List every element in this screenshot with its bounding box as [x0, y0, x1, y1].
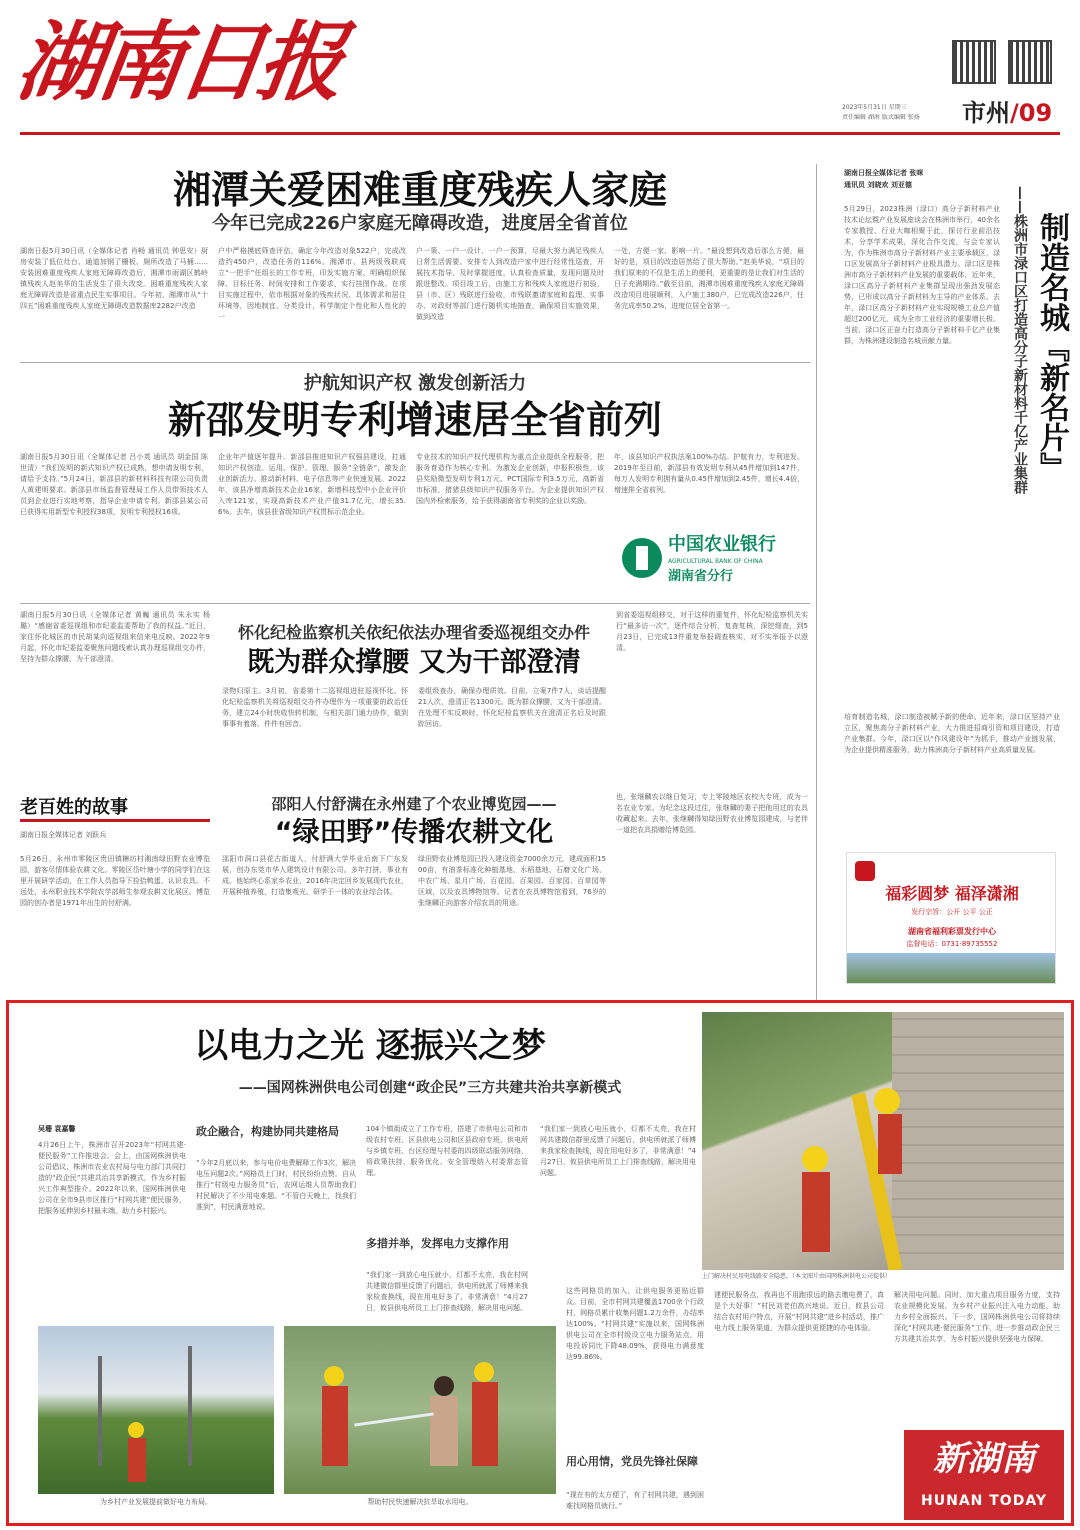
section-label [962, 98, 1072, 128]
lottery-center: 湖南省福利彩票发行中心 [908, 927, 996, 936]
lottery-scenery-image [847, 953, 1055, 983]
story4-kicker: 邵阳人付舒满在永州建了个农业博览园—— [271, 795, 557, 813]
story2-kicker: 护航知识产权 激发创新活力 [303, 373, 527, 394]
page-number: /09 [1010, 99, 1053, 127]
lottery-ad [846, 852, 1056, 984]
story3-col2: 录物归原主。3月初，省委第十二巡视组进驻巡视怀化。怀化纪检监察机关将巡视组交办件办理作为一项重要的政治任务，建立24小时快收快转机制，与相关部门通力协作，做到事事有着落、件件有回音。 [222, 687, 408, 728]
divider [20, 603, 810, 604]
story4-col1: 5月26日，永州市零陵区贵田镇糖坊村湘南绿田野农业博览园，游客尽情体验农耕文化。零陵区岱叶塘小学的同学们在这里开展研学活动，在工作人员指导下捡拾鸭蛋、认识农具。不远处，永州职业技术学院农学部师生参观农耕文化展区。博览园的创办者是1971年出生的付舒满。 [20, 855, 210, 907]
sidebar-title: 制造名城『新名片』 [1034, 212, 1069, 482]
field-photo [38, 1326, 274, 1494]
divider [20, 362, 810, 363]
watermark-text: 新湖南 [933, 1439, 1035, 1479]
story5-col8: “现在有的太方便了，有了村网共建，遇到困难找网格员就行。” [566, 1491, 704, 1510]
story1-col3: 户一策、一户一设计、一户一预算，尽最大努力满足残疾人日常生活需要。安排专人到改造户家中进行经常性巡查，开展技术指导，及时掌握进度，认真检查质量，发现问题及时跟进整改。项目竣工后，由施工方和残疾人家庭进行初验，县（市、区）残联进行验收，市残联邀请家庭和监理、实事办、对政财等部门进行随机实地抽查，确保项目实施效果，做到改造 [416, 247, 604, 321]
caption: 为乡村产业发展提前做好电力布局。 [100, 1498, 212, 1506]
caption: 帮助村民快速解决抗旱取水用电。 [367, 1498, 473, 1506]
story2-title: 新邵发明专利增速居全省前列 [167, 398, 662, 442]
sidebar-text: 5月29日，2023株洲（渌口）高分子新材料产业技术论坛暨产业发展座谈会在株洲市举行，40余名专家教授、行业大咖相聚于此，探讨行业前沿技术，分享学术成果，深化合作交流，与会专家认为，作为株洲市高分子新材料产业主要承载区，渌口区发展高分子新材料产业极具潜力。渌口区是株洲市高分子新材料产业发展的重要载体，近年来，渌口区高分子新材料产业集群呈现出强劲发展态势，已形成以高分子新材料为主导的产业体系。去年，渌口区高分子新材料产业实现规模工业总产值超过200亿元，成为全市工业经济的重要增长极。当前，渌口区正奋力打造高分子新材料千亿产业集群，为株洲建设制造名城贡献力量。 [844, 205, 1000, 345]
story2-col3: 专业技术的知识产权代理机构为重点企业提供全程服务，把服务育造作为核心专利。为激发企业创新，申报积极性，该县奖励微型发明专利1万元、PCT国际专利3.5万元，高新省市标准，猪猪县级知识产权服务平台。为企业提供知识产权国内外检索服务，给予获得湖南省专利奖的企业以奖励。 [416, 453, 604, 505]
story5-col7: 解决用电问题。同时，加大重点项目服务力度，支持农业规模化发展，为乡村产业振兴注入电力动能，助力乡村全面振兴。下一步，国网株洲供电公司将持续深化“村网共建·便民服务”工作，进一步推动政企民三方共建共治共享，为乡村振兴提供坚强电力保障。 [894, 1291, 1060, 1343]
qr-code-icon [952, 40, 996, 84]
story3-title: 既为群众撑腰 又为干部澄清 [247, 647, 581, 678]
date-line: 2023年5月31日 星期三 [842, 104, 907, 111]
story5-col3: 104个镇街成立了工作专班，搭建了市供电公司和市级农村专班、区县供电公司和区县政府专班、供电所与乡镇专班、台区经理与村委的四级联动服务网络，将政策扶持、服务优化、安全管理纳入村委常态管理。 [366, 1125, 528, 1177]
lottery-logo-icon [855, 861, 875, 881]
abc-logo-icon [622, 538, 662, 578]
lottery-motto: 发行宗旨：公开 公平 公正 [911, 908, 993, 916]
abc-name-en: AGRICULTURAL BANK OF CHINA [668, 558, 763, 565]
sidebar-divider [816, 164, 817, 1000]
story1-subtitle: 今年已完成226户家庭无障碍改造，进度居全省首位 [212, 213, 628, 234]
masthead-logo: 湖南日报 [10, 12, 346, 113]
sidebar-text2: 培育制造名城，渌口制造被赋予新的使命。近年来，渌口区坚持产业立区，聚焦高分子新材料产业，大力推进招商引资和项目建设，打造产业集群。今年，渌口区以“作风建设年”为抓手，推动产业链发展，为企业提供精准服务，助力株洲高分子新材料产业高质量发展。 [844, 713, 1060, 754]
story2-col1: 湖南日报5月30日讯（全媒体记者 吕小英 通讯员 胡金国 陈世清）“我们发明的新式知识产权已成熟，想申请发明专利，请给予支持。”5月24日，新邵县的新材料科技有限公司负责人黄建明要求。新邵县市场监督管理局工作人员带领技术人员到企业进行实地考察，指导企业申请专利。新邵县某公司已获得实用新型专利授权38项，发明专利授权16项。 [20, 453, 208, 516]
section-name: 市州 [962, 99, 1010, 127]
story4-col4: 也，张继麟农以继日复习，专上零陵地区农校大专班，成为一名农业专家。为纪念这段过往，张继麟的妻子把他用过的农具收藏起来。去年，张继麟得知绿田野农业博览园建成，与老伴一道把农具捐赠给博览园。 [616, 793, 808, 834]
story5-byline: 吴珊 袁嘉馨 [38, 1125, 76, 1133]
caption: 上门解决村民用电线路安全隐患。（本文图片由国网株洲供电公司提供） [702, 1273, 892, 1280]
story3-col4: 到省委巡视组移交，对于这样的重复件，怀化纪检监察机关实行“最多访一次”，逐件综合分析，复查复核，深挖细查，到5月23日，已完成13件重复举报调查核实，对不实举报予以澄清。 [616, 611, 808, 652]
story1-col1: 湖南日报5月30日讯（全媒体记者 肖畅 通讯员 钟思安）厨房安装了低位灶台、通道加钢了栅板、厕所改造了马桶……安装困难重度残疾人家庭无障碍改造后，湘潭市雨湖区鹤岭镇残疾人赵美华的生活发生了很大改变。困难重度残疾人家庭无障碍改造是省重点民生实事项目。今年初，湘潭市从“十四五”困难重度残疾人家庭无障碍改造数据库2282户改造 [20, 247, 208, 310]
story5-col2: “今年2月底以来，参与电价电费解释工作3次，解决电压问题2次。”网格员上门时，村民纷纷点赞。自从推行“村级电力服务员”后，农网运维人员帮助我们村民解决了不少用电难题。“不管白天晚上，找我们准到”，村民满意地说。 [196, 1159, 356, 1211]
lottery-title: 福彩圆梦 福泽潇湘 [885, 884, 1019, 903]
story5-col4b: “我们家一到放心电压就小，灯都不太亮，我在村网共建微信群里反馈了问题后，供电所就派了师傅来我家检查换线，现在用电好多了，非常满意！”4月27日，攸县供电所员工上门排查线路，解决用电问题。 [540, 1125, 696, 1177]
watermark-stamp [904, 1430, 1064, 1520]
story4-col3: 绿田野农业博览园已投入建设资金7000余万元，建成面积1500亩，有油茶标准化种植基地、水稻基地、石磨文化广场、中农广场、星月广场、百花园、百果园、百家园、百草园等区域，以及农具博物馆等。记者在农具博物馆看到，76岁的张继麟正向游客介绍农具的用途。 [418, 855, 606, 907]
story5-col4: “我们家一到放心电压就小，灯都不太亮，我在村网共建微信群里反馈了问题后，供电所就派了师傅来我家检查换线，现在用电好多了，非常满意！”4月27日，攸县供电所员工上门排查线路，解决用电问题。 [366, 1271, 528, 1312]
editor-line: 责任编辑 湖南 版式编辑 张扬 [842, 114, 920, 121]
sidebar-byline: 湖南日报全媒体记者 张咪 [844, 169, 924, 177]
story5-col5: 这些网格员的加入，让供电服务更贴近群众。目前，全市村网共建覆盖1700余个行政村，网格员累计收集问题1.2万余件，办结率达100%。“村网共建”实施以来，国网株洲供电公司在全市村级设立电力服务站点，用电投诉同比下降48.09%，获得电力满意度达99.86%。 [566, 1287, 704, 1361]
abc-branch: 湖南省分行 [668, 569, 734, 584]
section-heading: 用心用情，党员先锋社保障 [566, 1455, 698, 1468]
story3-col3: 委组级查办，确保办理质效。目前，立案7件7人，谈话提醒21人次，澄清正名1300元。既为群众撑腰，又为干部澄清。在处理不实反映时，怀化纪检监察机关在澄清正名后及时跟踪回访。 [418, 687, 606, 728]
watermark-text-en: HUNAN TODAY [921, 1493, 1047, 1509]
abc-name: 中国农业银行 [668, 534, 776, 555]
header-rule [20, 132, 1060, 135]
sidebar-byline: 通讯员 刘晓欢 刘亚德 [844, 181, 912, 189]
story5-col6: 建便民服务点，我再也不用跑很远的路去缴电费了，真是个大好事！”村民刘老伯高兴地说。近日，攸县公司结合农村用户特点，开展“村网共建”进乡村活动，推广电力线上服务渠道，为群众提供更便捷的办电体验。 [714, 1291, 884, 1332]
story4-byline: 湖南日报全媒体记者 刘跃兵 [20, 831, 107, 839]
story2-col4: 年，该县知识产权执法案100%办结。护航有力，专利迸发。2019年至目前，新邵县有效发明专利从45件增加到147件，每万人发明专利拥有量从0.45件增加到2.45件，增长4.4倍，增速排全省前列。 [614, 453, 804, 494]
lottery-phone: 监督电话：0731-89735552 [906, 940, 998, 948]
section-heading: 多措并举，发挥电力支撑作用 [366, 1237, 509, 1250]
story1-col4: 一处，方便一家、影响一片。“最没想到改造后那么方便，最好的是，项目的改造居然给了很大帮助。”赵美华说，“项目的我们原来的不仅是生活上的便利，更重要的是让我们对生活的日子充满期待。”截至目前，湘潭市困难重度残疾人家庭无障碍改造项目进展顺利，入户施工380户，已完成改造226户，任务完成率50.2%，进度位居全省第一。 [614, 247, 804, 310]
irrigation-photo [284, 1326, 556, 1494]
worker-photo [702, 1012, 1064, 1270]
story4-title: “绿田野”传播农耕文化 [274, 817, 554, 848]
section-heading: 政企融合，构建协同共建格局 [196, 1125, 339, 1138]
story1-title: 湘潭关爱困难重度残疾人家庭 [172, 168, 667, 212]
story5-subtitle: ——国网株洲供电公司创建“政企民”三方共建共治共享新模式 [238, 1080, 622, 1096]
story3-col1: 湖南日报5月30日讯（全媒体记者 黄巍 通讯员 朱永实 杨璐）“感谢省委巡视组和市纪委监委帮助了我的权益。”近日，家住怀化城区的市民胡某向巡视组来信来电反映。2022年9月起，怀化市纪委监委聚焦问题线索认真办理巡视组交办件，坚持为群众撑腰、为干部澄清。 [20, 611, 210, 663]
column-title: 老百姓的故事 [20, 794, 210, 822]
story4-col2: 邵阳市洞口县花古街道人，付舒满大学毕业后南下广东发展，创办东莞市华人建筑设计有限公司。多年打拼，事业有成。他始终心系家乡农业，2016年决定回乡发展现代农业，开展种植养殖，打造集观光、研学于一体的农业综合体。 [222, 855, 408, 896]
abc-bank-ad [616, 528, 808, 592]
story5-title: 以电力之光 逐振兴之梦 [194, 1026, 546, 1066]
sidebar-subtitle: ——株洲市渌口区打造高分子新材料千亿产业集群 [1012, 186, 1028, 494]
story1-col2: 户中严格摸底筛查评估，确定今年改造对象522户，完成改造约450户，改造任务的116%。湘潭市、县两级残联成立“一把手”任组长的工作专班，印发实施方案，明确组织保障、目标任务、时间安排和工作要求，实行挂图作战。在项目实施过程中，依市根据对象的残疾状况、具体需求和居住环境等，因地制宜、分类设计，科学制定个性化和人性化的一 [218, 247, 406, 321]
story5-col1: 4月26日上午，株洲市召开2023年“村网共建·便民服务”工作推进会。会上，由国网株洲供电公司倡议、株洲市农业农村局与电力部门共同打造的“政企民”共建共治共享新模式，作为乡村振兴工作典型推介。2022年以来，国网株洲供电公司在全市9县市区推行“村网共建”便民服务，把服务延伸到乡村最末端，助力乡村振兴。 [38, 1141, 186, 1215]
qr-code-icon [1008, 40, 1052, 84]
story2-col2: 企业年产值逐年提升。新邵县推进知识产权强县建设，打通知识产权创造、运用、保护、管理、服务“全链条”，激发企业创新活力。推动新材料、电子信息等产业快速发展。2022年，该县净增高新技术企业16家，新增科技型中小企业评价入库121家，实现高新技术产业产值31.7亿元，增长35.6%。去年，该县获省级知识产权贯标示范企业。 [218, 453, 406, 516]
story3-kicker: 怀化纪检监察机关依纪依法办理省委巡视组交办件 [237, 623, 590, 642]
